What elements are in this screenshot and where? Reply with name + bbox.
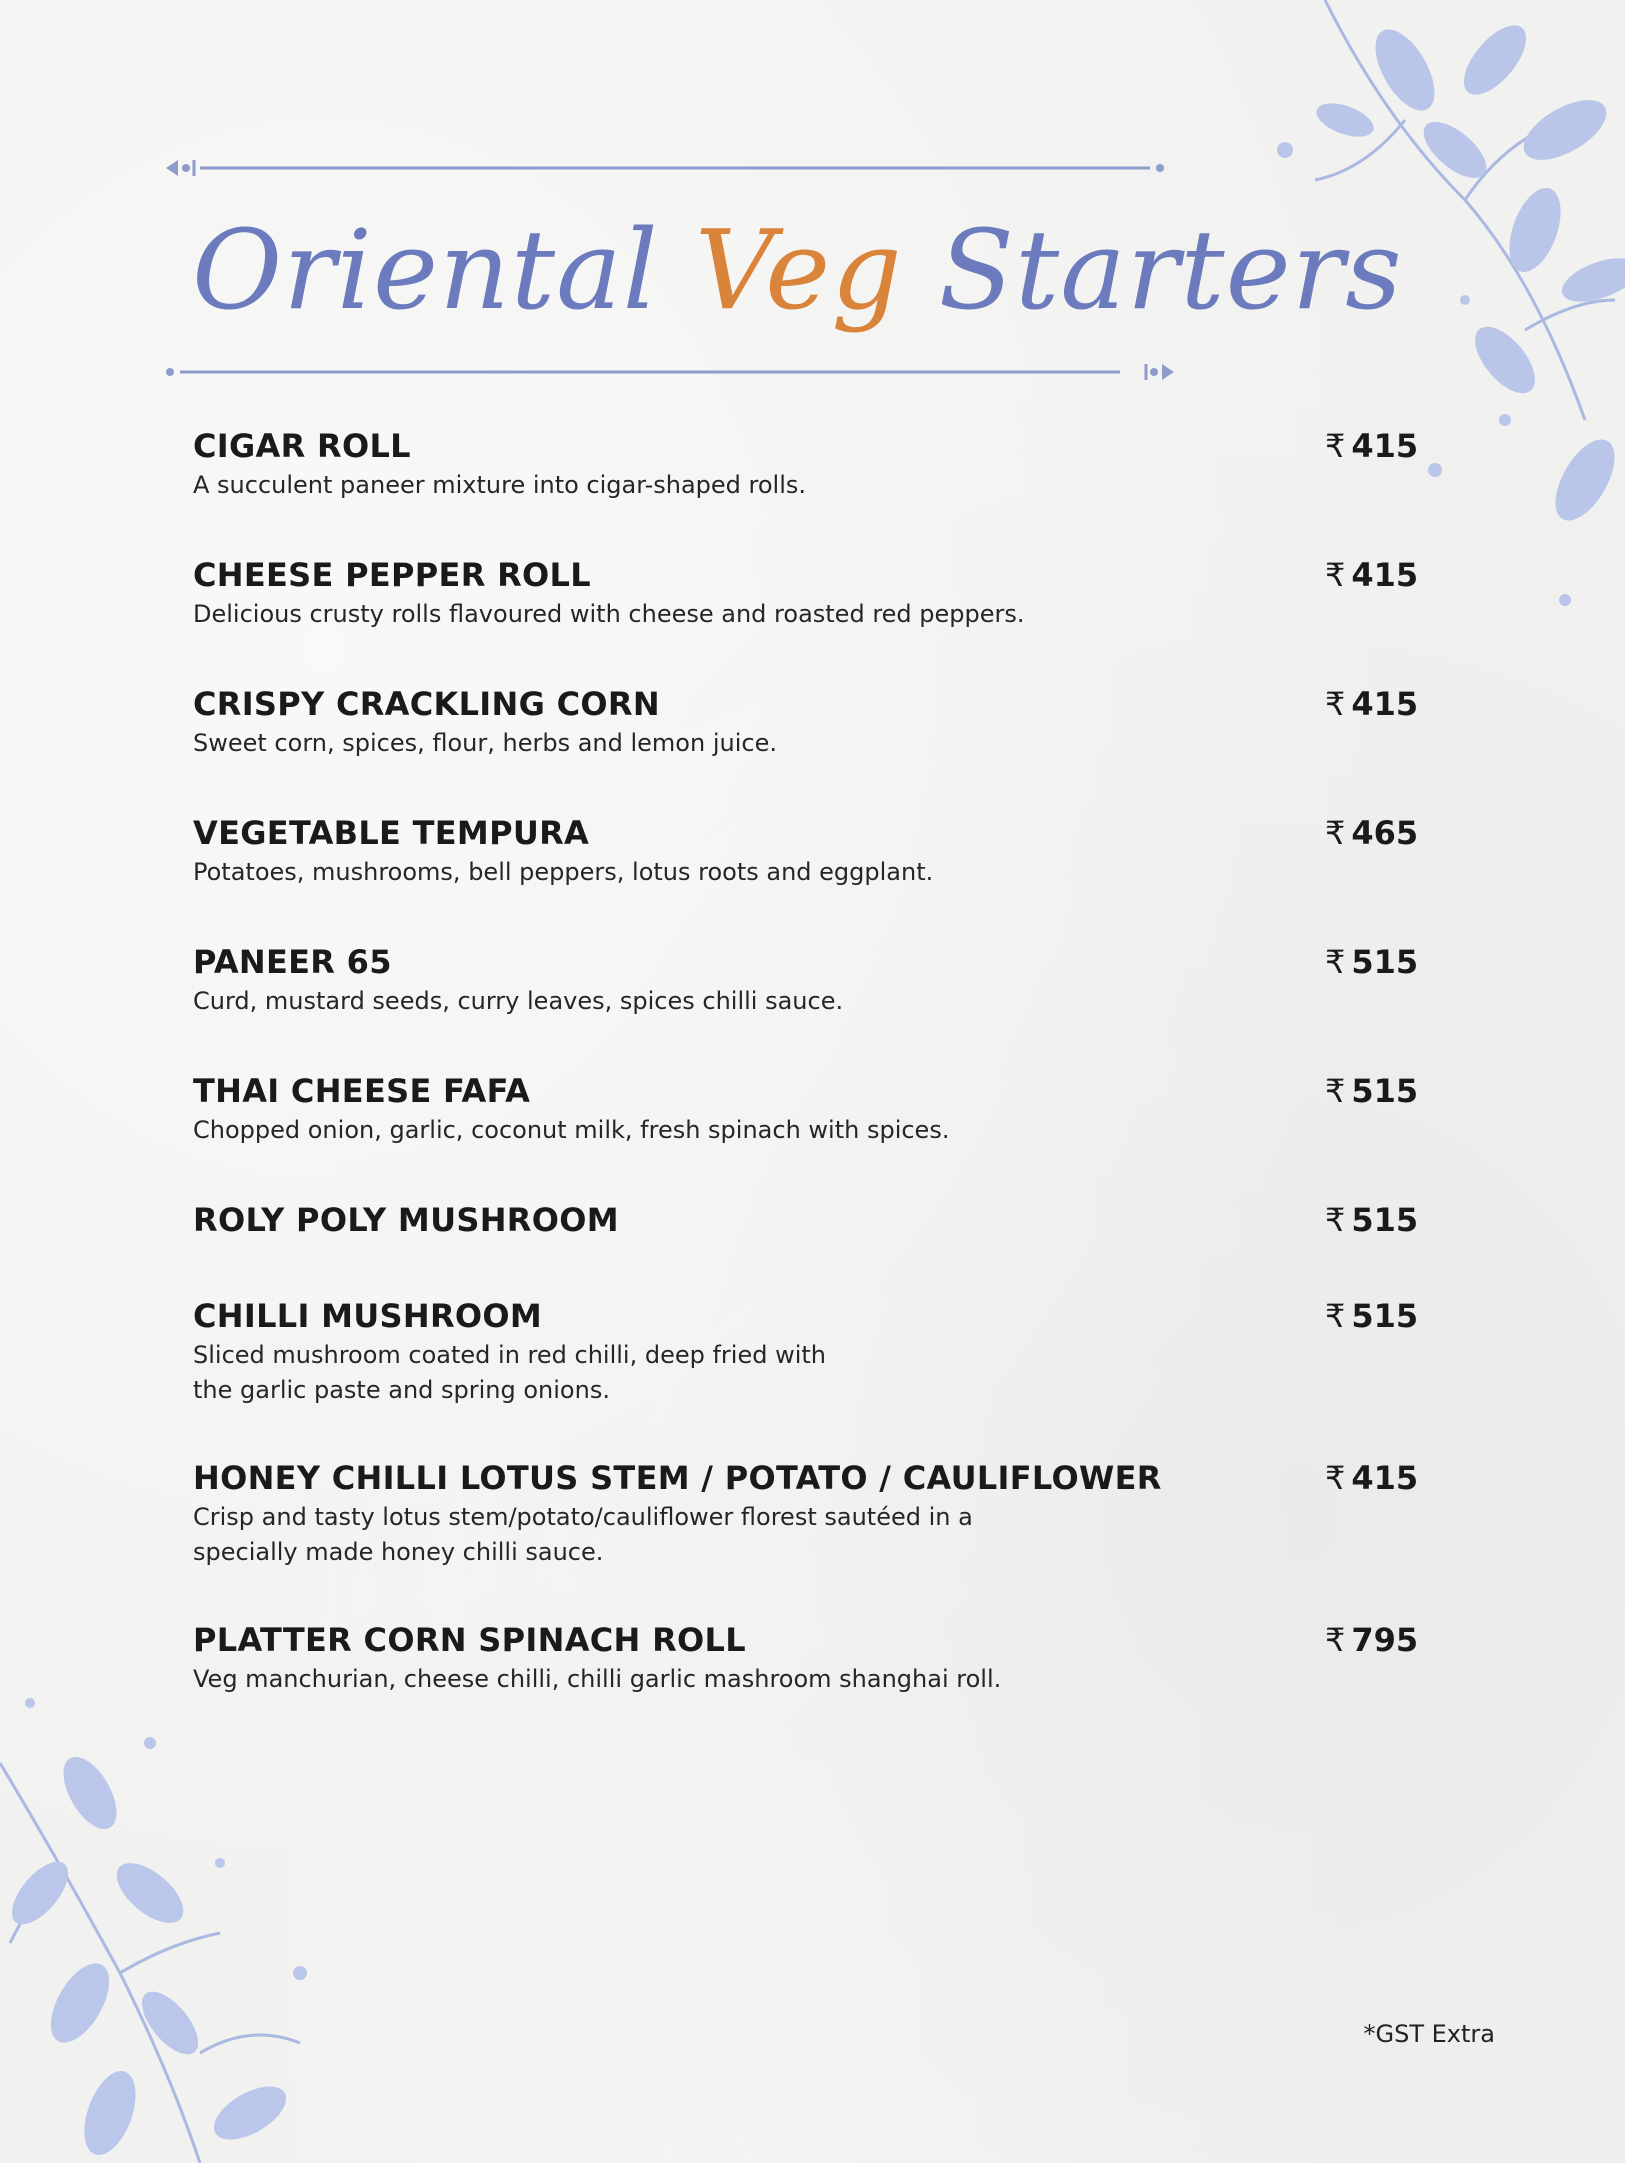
rupee-icon: ₹ bbox=[1325, 1072, 1346, 1110]
rupee-icon: ₹ bbox=[1325, 556, 1346, 594]
menu-item-name: PLATTER CORN SPINACH ROLL bbox=[193, 1621, 746, 1659]
menu-item-name: PANEER 65 bbox=[193, 943, 392, 981]
menu-item-description: Sliced mushroom coated in red chilli, deep fried with the garlic paste and spring onions. bbox=[193, 1341, 827, 1404]
menu-item-price bbox=[1325, 684, 1418, 724]
price-value: 415 bbox=[1351, 685, 1419, 723]
gst-note: *GST Extra bbox=[1363, 2020, 1495, 2048]
menu-item bbox=[193, 684, 1423, 761]
price-value: 415 bbox=[1351, 1459, 1419, 1497]
rupee-icon: ₹ bbox=[1325, 427, 1346, 465]
rupee-icon: ₹ bbox=[1325, 1297, 1346, 1335]
menu-item-name: CHILLI MUSHROOM bbox=[193, 1297, 543, 1335]
menu-item-price bbox=[1325, 1200, 1418, 1240]
page-title bbox=[192, 190, 1403, 350]
price-value: 515 bbox=[1351, 1297, 1419, 1335]
menu-item-description: Delicious crusty rolls flavoured with cheese and roasted red peppers. bbox=[193, 600, 1025, 628]
menu-item bbox=[193, 813, 1423, 890]
menu-item-description: A succulent paneer mixture into cigar-shaped rolls. bbox=[193, 471, 807, 499]
menu-item-price bbox=[1325, 813, 1418, 853]
floral-decoration-bottom-left bbox=[0, 1643, 360, 2163]
ornamental-divider-top bbox=[160, 156, 1180, 180]
price-value: 515 bbox=[1351, 1072, 1419, 1110]
title-word-veg: Veg bbox=[694, 206, 903, 334]
menu-item bbox=[193, 942, 1423, 1019]
rupee-icon: ₹ bbox=[1325, 1459, 1346, 1497]
menu-item-description: Chopped onion, garlic, coconut milk, fresh spinach with spices. bbox=[193, 1116, 950, 1144]
rupee-icon: ₹ bbox=[1325, 685, 1346, 723]
menu-item-price bbox=[1325, 942, 1418, 982]
rupee-icon: ₹ bbox=[1325, 943, 1346, 981]
menu-item-description: Potatoes, mushrooms, bell peppers, lotus roots and eggplant. bbox=[193, 858, 934, 886]
menu-item bbox=[193, 1071, 1423, 1148]
menu-item-price bbox=[1325, 1620, 1418, 1660]
menu-item-description: Veg manchurian, cheese chilli, chilli garlic mashroom shanghai roll. bbox=[193, 1665, 1002, 1693]
menu-item-name: CHEESE PEPPER ROLL bbox=[193, 556, 591, 594]
price-value: 465 bbox=[1351, 814, 1419, 852]
price-value: 515 bbox=[1351, 1201, 1419, 1239]
ornamental-divider-bottom bbox=[160, 360, 1180, 384]
menu-item-name: VEGETABLE TEMPURA bbox=[193, 814, 590, 852]
rupee-icon: ₹ bbox=[1325, 814, 1346, 852]
menu-item bbox=[193, 1620, 1423, 1697]
rupee-icon: ₹ bbox=[1325, 1201, 1346, 1239]
menu-item-name: THAI CHEESE FAFA bbox=[193, 1072, 531, 1110]
menu-item bbox=[193, 1200, 1423, 1240]
menu-item-price bbox=[1325, 426, 1418, 466]
price-value: 795 bbox=[1351, 1621, 1419, 1659]
menu-item-description: Crisp and tasty lotus stem/potato/cauliflower florest sautéed in a specially made honey chilli sauce. bbox=[193, 1503, 973, 1566]
menu-item-name: ROLY POLY MUSHROOM bbox=[193, 1201, 619, 1239]
menu-item-price bbox=[1325, 1458, 1418, 1498]
menu-item-description: Curd, mustard seeds, curry leaves, spices chilli sauce. bbox=[193, 987, 844, 1015]
title-word-oriental: Oriental bbox=[192, 206, 659, 334]
menu-list bbox=[193, 426, 1423, 1697]
menu-item bbox=[193, 1296, 1423, 1408]
menu-item-name: CRISPY CRACKLING CORN bbox=[193, 685, 660, 723]
menu-item-price bbox=[1325, 1296, 1418, 1336]
menu-item-price bbox=[1325, 1071, 1418, 1111]
price-value: 415 bbox=[1351, 427, 1419, 465]
rupee-icon: ₹ bbox=[1325, 1621, 1346, 1659]
menu-item bbox=[193, 1458, 1423, 1570]
menu-item bbox=[193, 555, 1423, 632]
menu-item-description: Sweet corn, spices, flour, herbs and lemon juice. bbox=[193, 729, 777, 757]
menu-item-name: CIGAR ROLL bbox=[193, 427, 411, 465]
price-value: 415 bbox=[1351, 556, 1419, 594]
menu-item bbox=[193, 426, 1423, 503]
menu-item-name: HONEY CHILLI LOTUS STEM / POTATO / CAULIFLOWER bbox=[193, 1459, 1162, 1497]
title-word-starters: Starters bbox=[938, 206, 1403, 334]
price-value: 515 bbox=[1351, 943, 1419, 981]
menu-item-price bbox=[1325, 555, 1418, 595]
